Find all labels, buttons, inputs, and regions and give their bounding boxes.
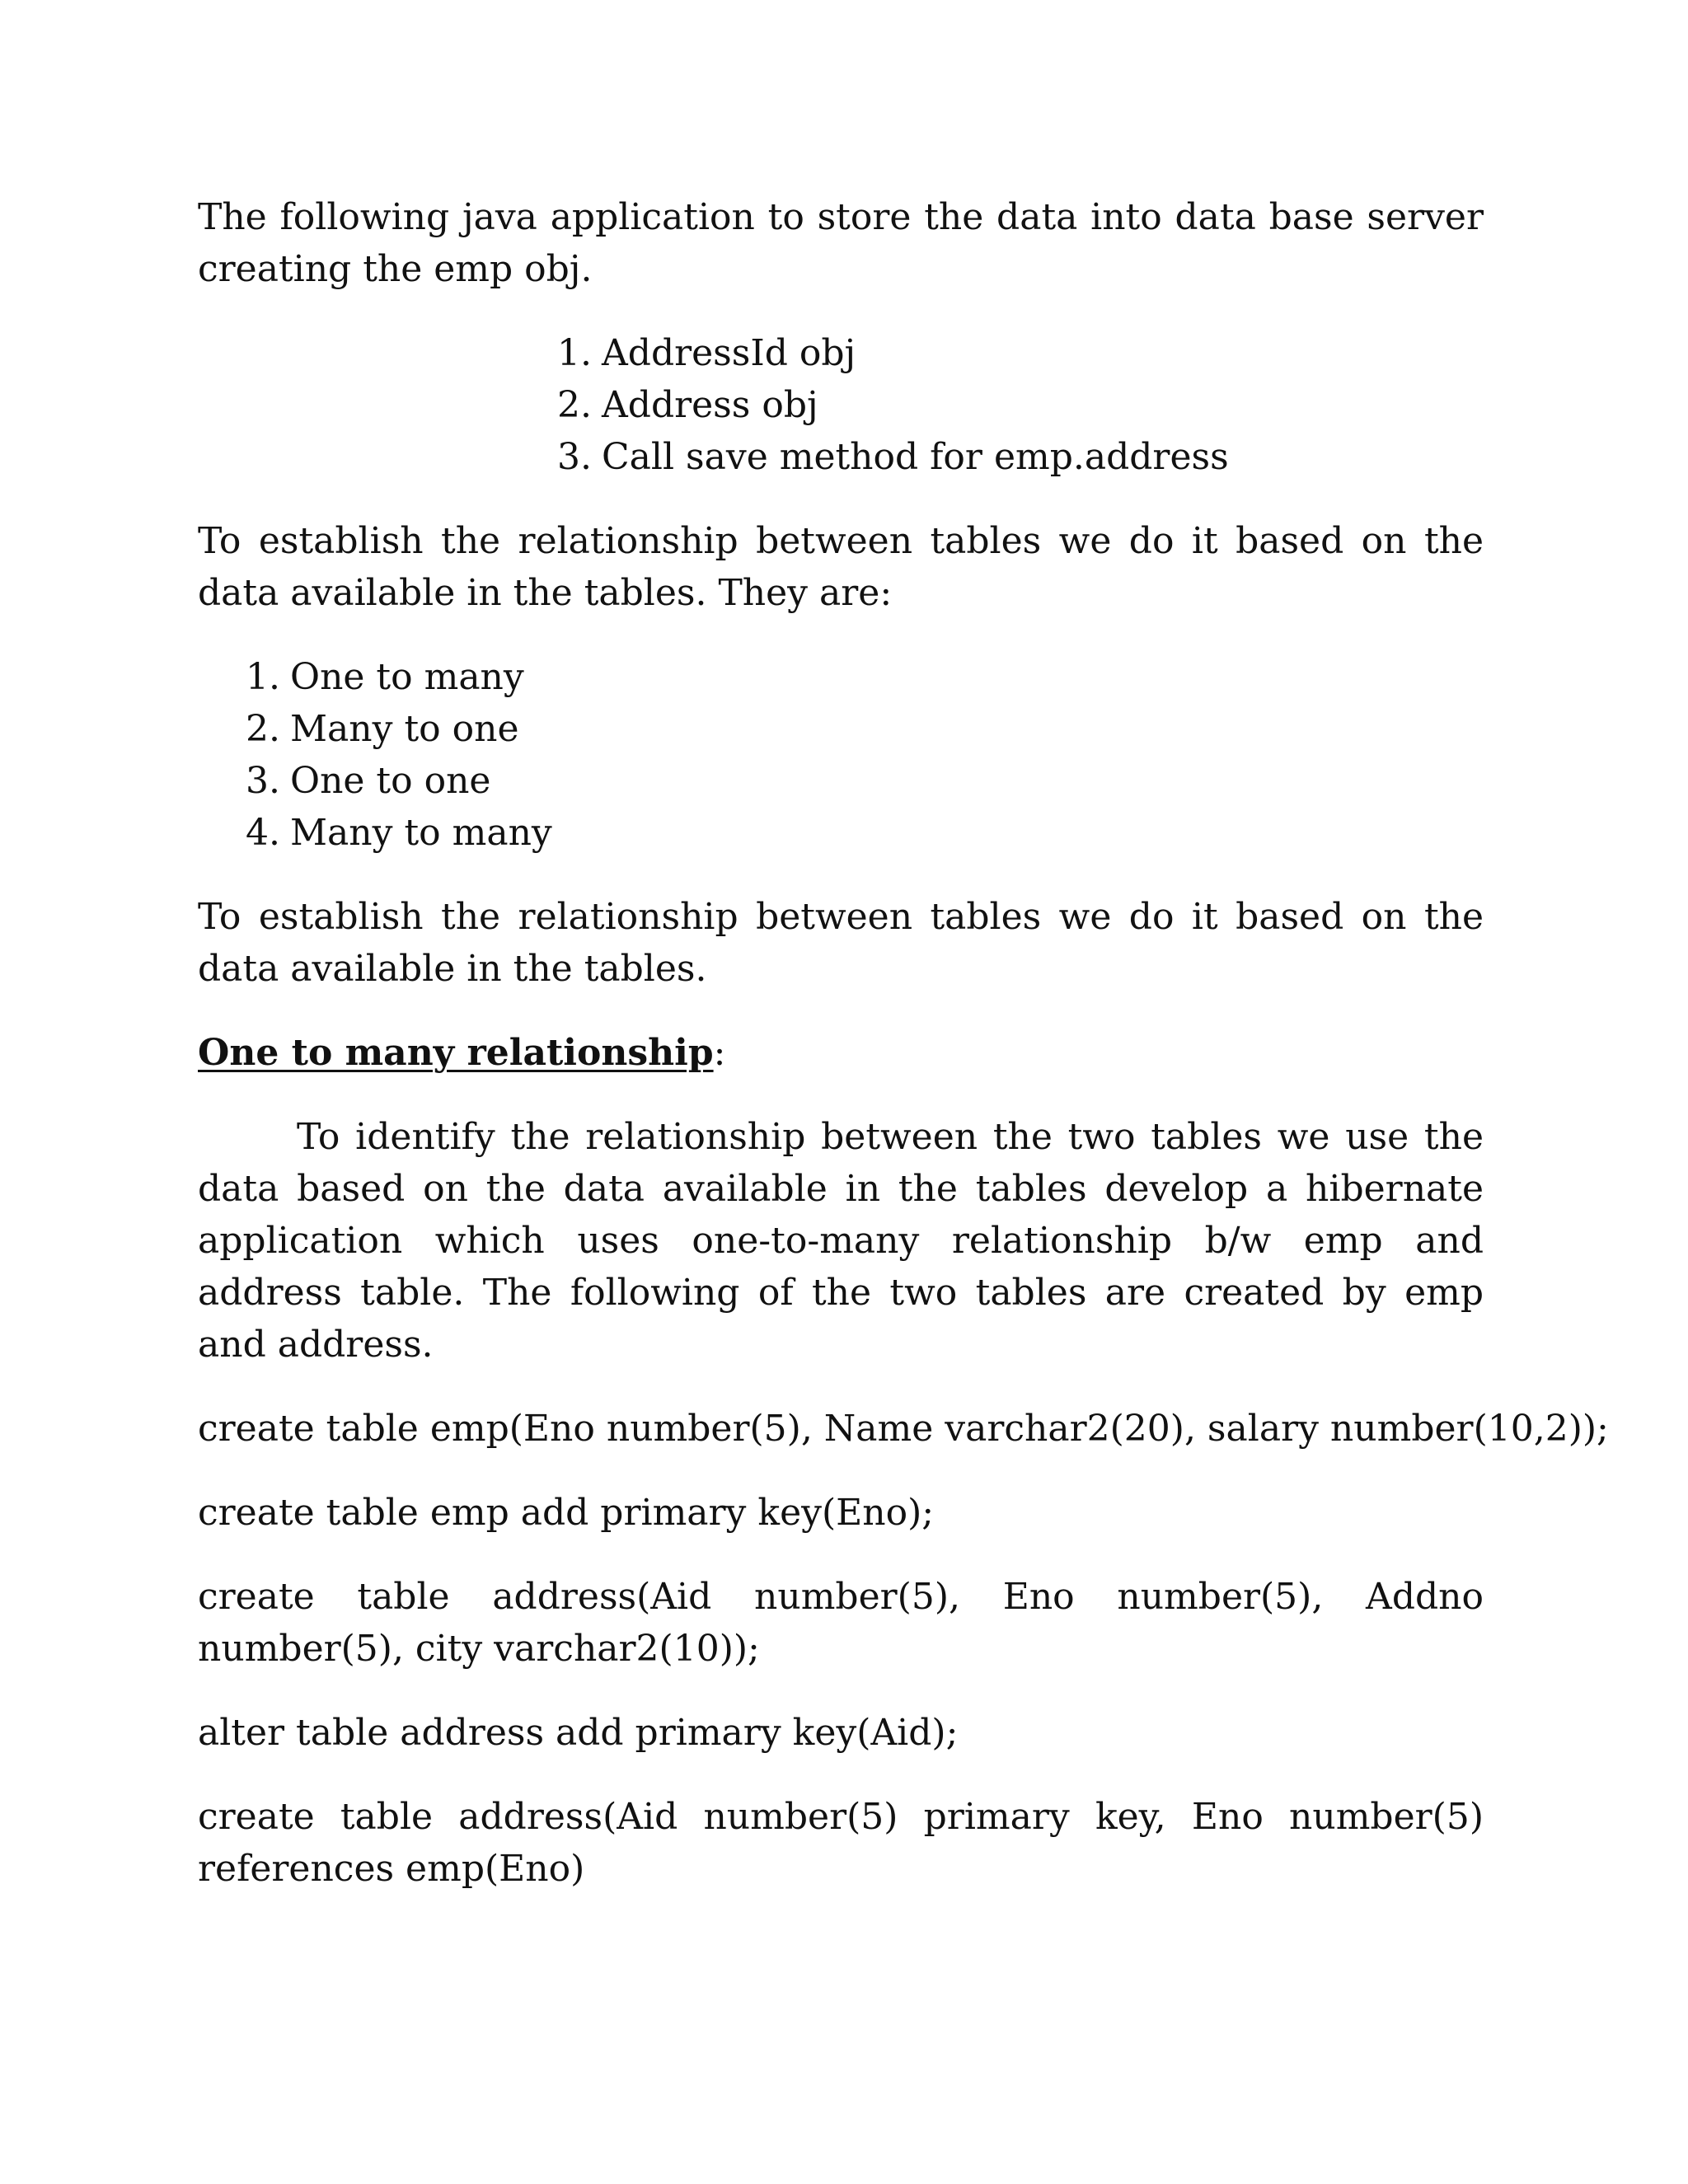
list-number: 2.: [557, 384, 592, 426]
list-number: 3.: [246, 760, 280, 802]
list-text: Address obj: [602, 384, 818, 426]
list-text: AddressId obj: [602, 332, 856, 374]
list-item: [549, 379, 1484, 431]
list-number: 2.: [246, 708, 280, 750]
list-number: 4.: [246, 812, 280, 854]
sql-statement: create table emp add primary key(Eno);: [198, 1492, 935, 1534]
list-item: [237, 807, 1484, 859]
document-body: [198, 191, 1609, 1927]
list-text: One to one: [290, 760, 491, 802]
list-number: 1.: [246, 656, 280, 698]
list-item: [237, 755, 1484, 807]
list-text: Many to many: [290, 812, 552, 854]
sql-statement: alter table address add primary key(Aid);: [198, 1712, 959, 1754]
steps-list: [549, 327, 1484, 483]
list-item: [549, 431, 1484, 483]
section-body-paragraph: To identify the relationship between the two tables we use the data based on the data available in the tables develop a hibernate application which uses one-to-many relationship b/w emp and address table. The following of the two tables are created by emp and address.: [198, 1116, 1484, 1366]
relationship-intro-paragraph: To establish the relationship between tables we do it based on the data available in the tables. They are:: [198, 520, 1484, 614]
list-item: [549, 327, 1484, 379]
list-text: Call save method for emp.address: [602, 436, 1229, 478]
list-text: Many to one: [290, 708, 519, 750]
list-number: 1.: [557, 332, 592, 374]
list-text: One to many: [290, 656, 524, 698]
list-item: [237, 651, 1484, 703]
list-number: 3.: [557, 436, 592, 478]
sql-statement: create table address(Aid number(5) primary key, Eno number(5) references emp(Eno): [198, 1796, 1484, 1890]
section-heading-colon: :: [713, 1032, 726, 1074]
list-item: [237, 703, 1484, 755]
relationship-summary-paragraph: To establish the relationship between tables we do it based on the data available in the tables.: [198, 896, 1484, 990]
sql-statement: create table emp(Eno number(5), Name varchar2(20), salary number(10,2));: [198, 1408, 1609, 1450]
section-heading: One to many relationship: [198, 1032, 714, 1074]
intro-paragraph: The following java application to store the data into data base server creating the emp obj.: [198, 196, 1484, 290]
sql-statement: create table address(Aid number(5), Eno number(5), Addno number(5), city varchar2(10));: [198, 1576, 1484, 1670]
section-heading-line: [198, 1027, 1484, 1079]
relationships-list: [237, 651, 1484, 859]
